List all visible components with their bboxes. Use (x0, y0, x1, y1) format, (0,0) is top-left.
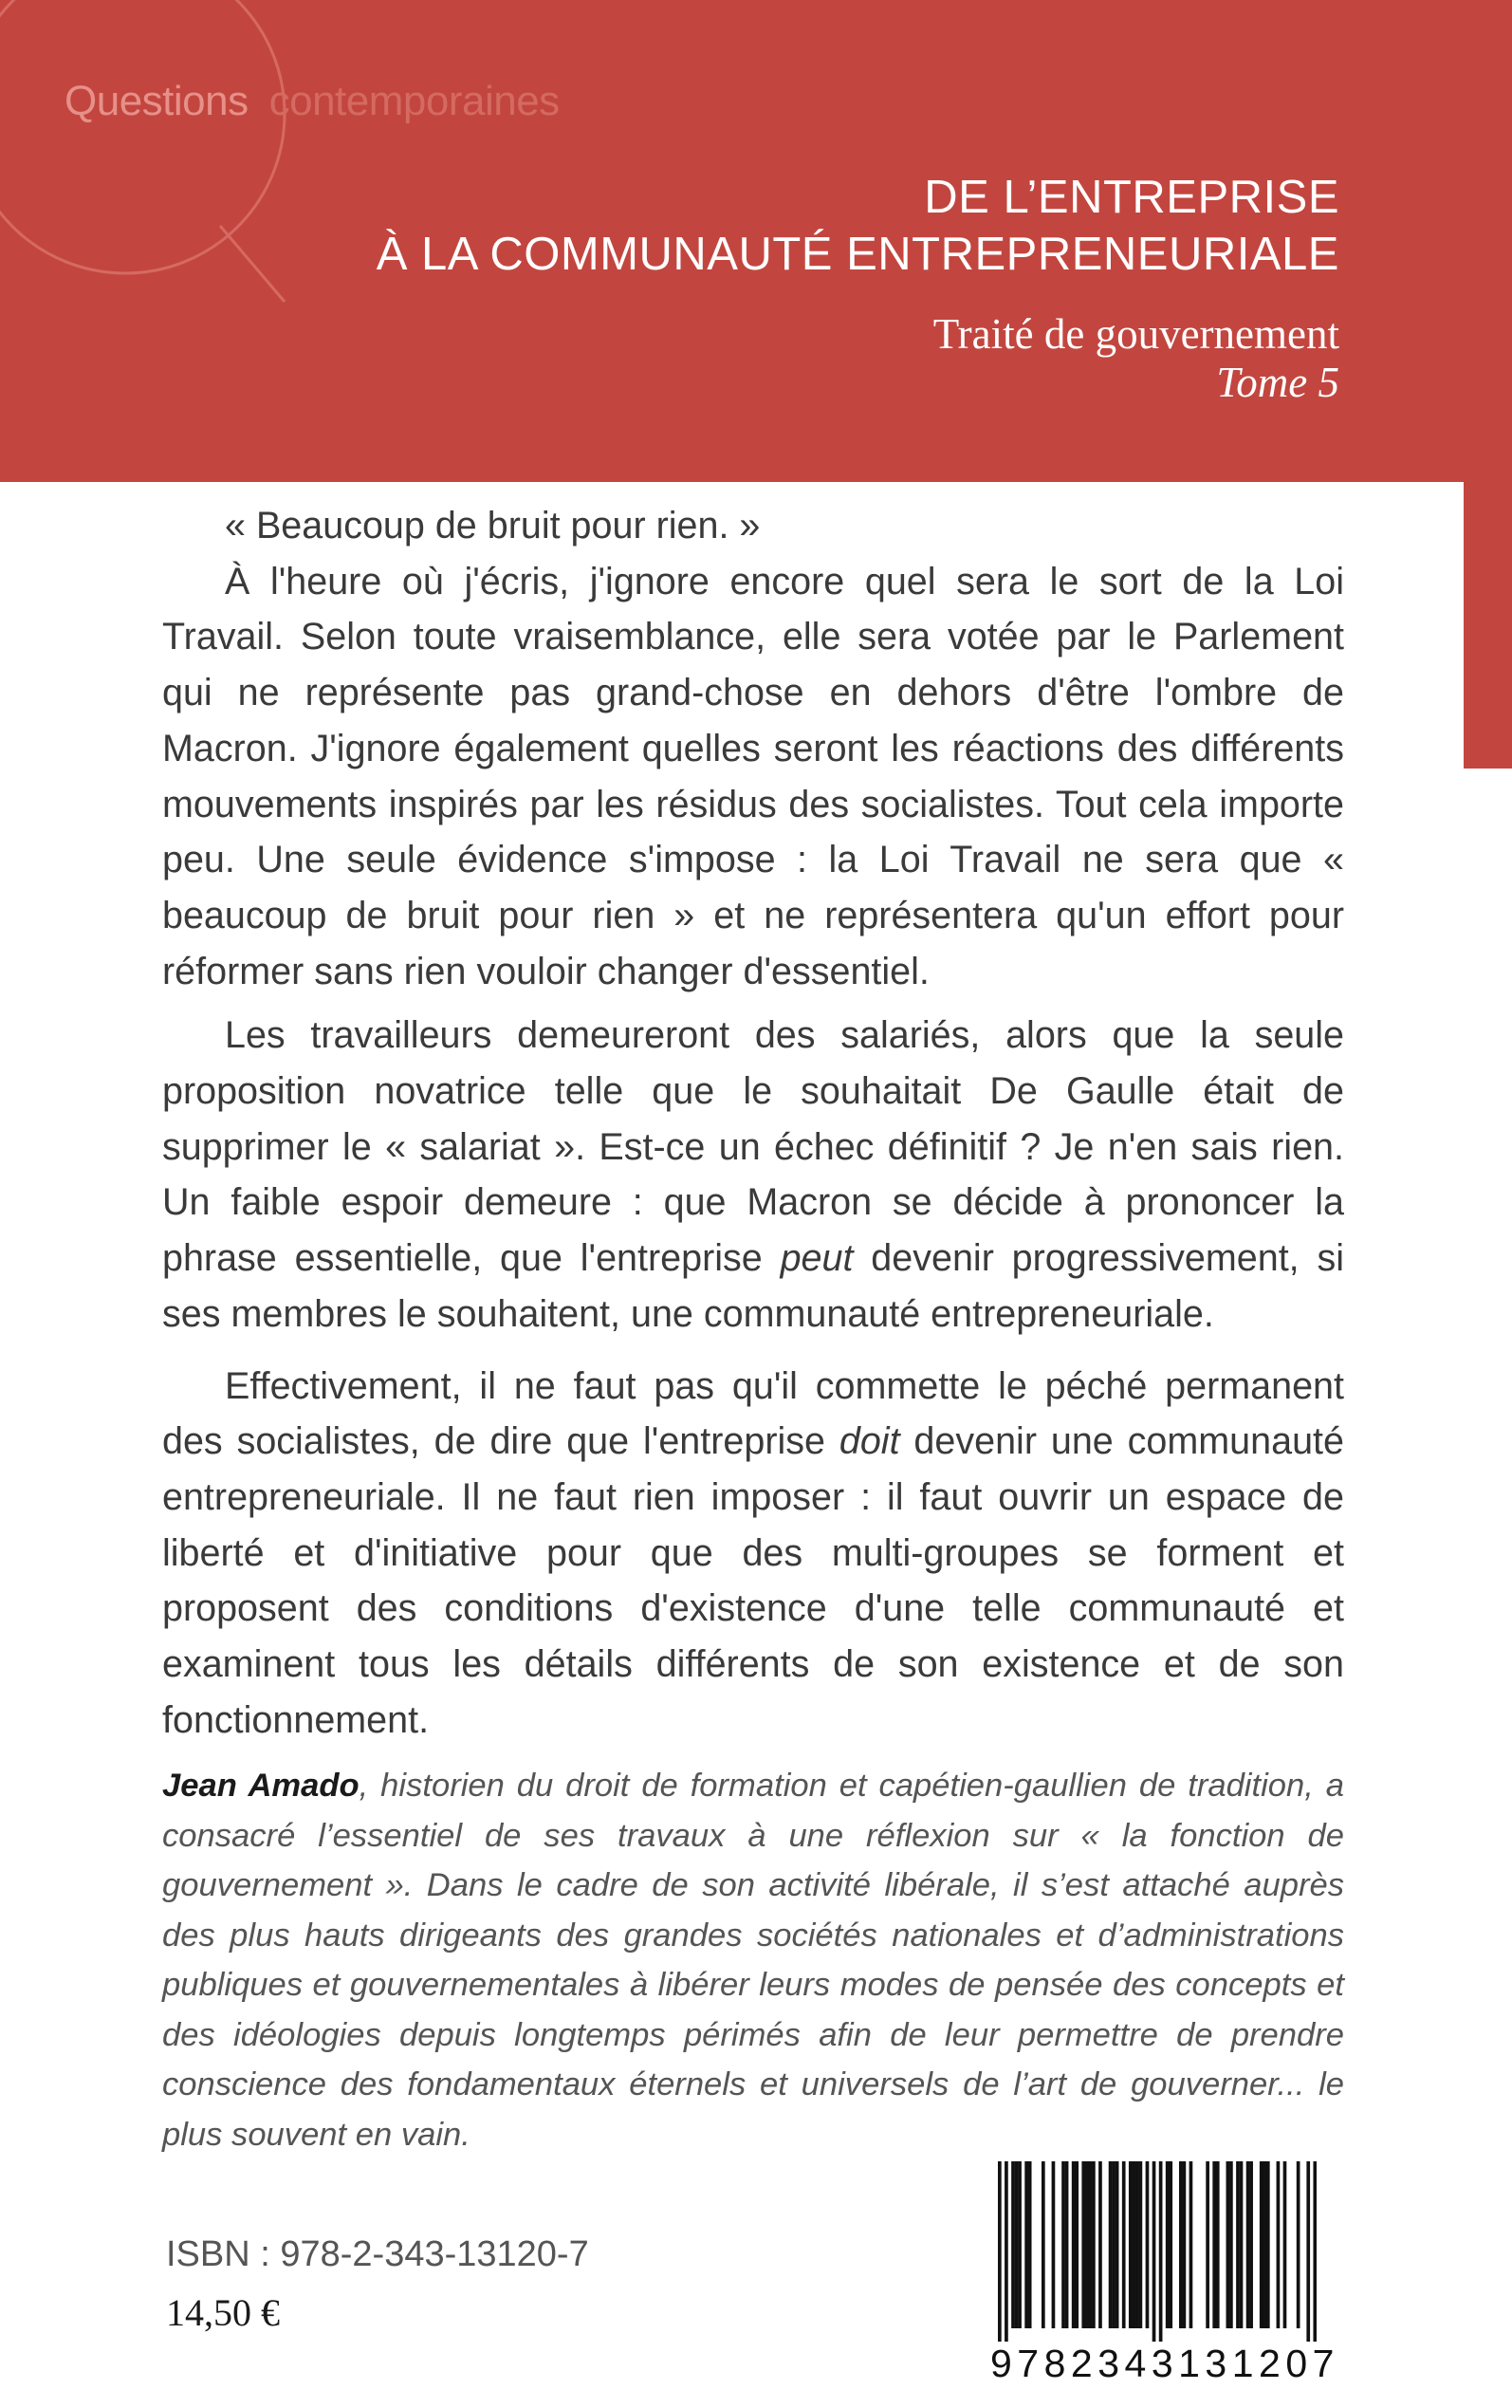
barcode-bar (1260, 2161, 1263, 2328)
title-line: DE L’ENTREPRISE (924, 172, 1339, 223)
barcode-bar (1129, 2161, 1133, 2328)
barcode-bar (1109, 2161, 1113, 2328)
barcode-bar (1065, 2161, 1069, 2328)
barcode-bar (1229, 2161, 1233, 2328)
barcode-bar (1313, 2161, 1317, 2342)
emphasis-text: peut (780, 1237, 854, 1280)
barcode-bar (1277, 2161, 1281, 2328)
barcode-bar (1179, 2161, 1183, 2328)
blurb-quote: « Beaucoup de bruit pour rien. » (225, 505, 761, 546)
barcode-bar (1189, 2161, 1193, 2328)
barcode-bar (1075, 2161, 1079, 2328)
barcode-digits: 9782343131207 (990, 2342, 1339, 2385)
barcode-bar (1072, 2161, 1076, 2328)
series-name (65, 78, 560, 125)
blurb-text (162, 498, 1344, 1748)
series-q-logo (0, 0, 323, 313)
author-name: Jean Amado (162, 1768, 360, 1804)
price: 14,50 € (166, 2291, 280, 2334)
barcode-bar (1212, 2161, 1216, 2328)
barcode-bar (1015, 2161, 1019, 2328)
emphasis-text: doit (839, 1420, 900, 1463)
barcode-bar (1092, 2161, 1096, 2328)
barcode (986, 2144, 1339, 2391)
barcode-bar (1042, 2161, 1045, 2328)
barcode-bar (1135, 2161, 1139, 2328)
barcode-bar (1226, 2161, 1230, 2328)
red-side-strip (1464, 482, 1512, 769)
bio-text: , historien du droit de formation et capétien-gaullien de tradition, a consacré l’essentiel de ses travaux à une réflexion sur « la fonction de gouvernement ». Dans le cadre de son activité libérale, il s’est attaché auprès des plus hauts dirigeants des grandes sociétés nationales et d’administrations publiques et gouvernementales à libérer leurs modes de pensée des concepts et des idéologies depuis longtemps périmés afin de leur permettre de prendre conscience des fondamentaux éternels et universels de l’art de gouverner... le plus souvent en vain. (162, 1768, 1344, 2153)
paragraph-text: Effectivement, il ne faut pas qu'il commette le péché permanent des socialistes, de dire que l'entreprise (162, 1364, 1344, 1463)
barcode-bar (1061, 2161, 1065, 2328)
barcode-bar (1146, 2161, 1150, 2328)
barcode-bar (1018, 2161, 1022, 2328)
barcode-bar (1011, 2161, 1015, 2328)
blurb-paragraph (162, 1359, 1344, 1749)
book-title (377, 169, 1339, 283)
book-subtitle (933, 310, 1339, 407)
barcode-bar (1081, 2161, 1085, 2328)
barcode-bar (1263, 2161, 1266, 2328)
paragraph-text: devenir progressivement, si ses membres le souhaitent, une communauté entrepreneuriale. (162, 1237, 1344, 1335)
isbn: ISBN : 978-2-343-13120-7 (166, 2234, 589, 2274)
barcode-bar (1183, 2161, 1187, 2328)
barcode-bar (1297, 2161, 1300, 2328)
paragraph-text: Les travailleurs demeureront des salariés, alors que la seule proposition novatrice telle que le souhaitait De Gaulle était de supprimer le « salariat ». Est-ce un échec définitif ? Je n'en sais rien. Un faible espoir demeure : que Macron se décide à prononcer la phrase essentielle, que l'entreprise (162, 1014, 1344, 1280)
barcode-bar (1116, 2161, 1119, 2328)
title-line: À LA COMMUNAUTÉ ENTREPRENEURIALE (376, 229, 1339, 280)
series-name-second: contemporaines (268, 78, 560, 124)
barcode-bar (1216, 2161, 1220, 2328)
barcode-bar (1085, 2161, 1089, 2328)
barcode-bar (1246, 2161, 1250, 2328)
barcode-bar (1159, 2161, 1163, 2342)
barcode-bar (1088, 2161, 1092, 2328)
paragraph-text: devenir une communauté entrepreneuriale. Il ne faut rien imposer : il faut ouvrir un espace de liberté et d'initiative pour que des multi-groupes se forment et proposent des conditions d'existence d'une telle communauté et examinent tous les détails différents de son existence et de son fonctionnement. (162, 1420, 1345, 1741)
barcode-bar (1249, 2161, 1253, 2328)
barcode-bar (1112, 2161, 1116, 2328)
barcode-bar (1266, 2161, 1270, 2328)
barcode-bar (1024, 2161, 1028, 2328)
barcode-bar (1152, 2161, 1156, 2342)
blurb-paragraph (162, 1008, 1344, 1342)
blurb-paragraph: À l'heure où j'écris, j'ignore encore quel sera le sort de la Loi Travail. Selon toute vraisemblance, elle sera votée par le Parlement qui ne représente pas grand-chose en dehors d'être l'ombre de Macron. J'ignore également quelles seront les réactions des différents mouvements inspirés par les résidus des socialistes. Tout cela importe peu. Une seule évidence s'impose : la Loi Travail ne sera que « beaucoup de bruit pour rien » et ne représentera qu'un effort pour réformer sans rien vouloir changer d'essentiel. (162, 560, 1344, 992)
tome-number: Tome 5 (1216, 359, 1339, 406)
barcode-bar (1283, 2161, 1287, 2328)
barcode-bar (1240, 2161, 1244, 2328)
barcode-bar (1005, 2161, 1008, 2342)
barcode-bar (1122, 2161, 1126, 2328)
subtitle-text: Traité de gouvernement (932, 310, 1339, 358)
barcode-bar (1028, 2161, 1032, 2328)
barcode-bar (1166, 2161, 1170, 2328)
barcode-bar (998, 2161, 1002, 2342)
author-bio (162, 1761, 1344, 2159)
barcode-bar (1098, 2161, 1102, 2328)
barcode-bar (1306, 2161, 1310, 2342)
barcode-bar (1139, 2161, 1143, 2328)
barcode-bar (1052, 2161, 1056, 2328)
barcode-bar (1206, 2161, 1209, 2328)
barcode-bar (1132, 2161, 1135, 2328)
barcode-bars (998, 2161, 1317, 2342)
barcode-bar (1236, 2161, 1240, 2328)
series-name-first: Questions (65, 78, 249, 124)
barcode-bar (1169, 2161, 1172, 2328)
